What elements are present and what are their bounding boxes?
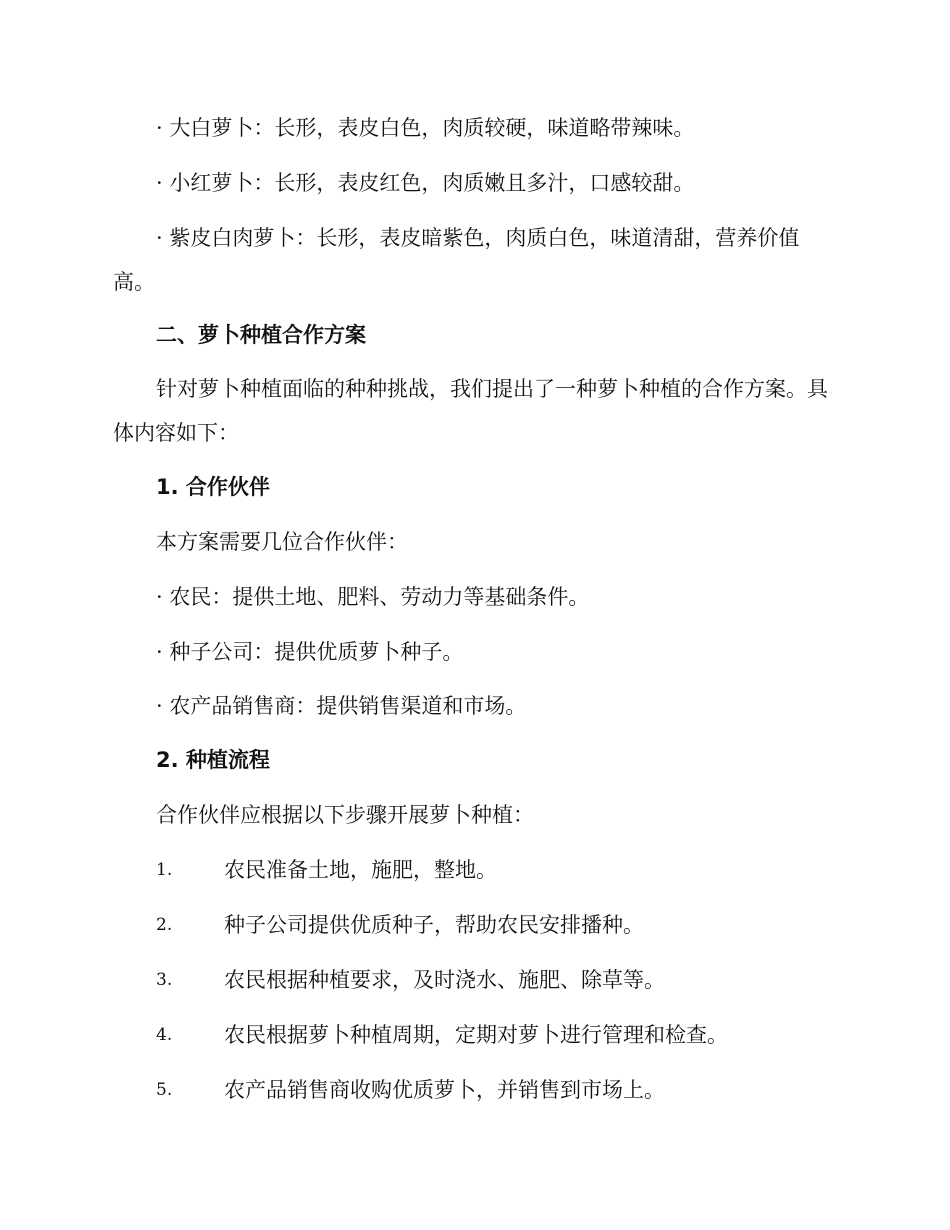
step-text: 农民根据种植要求，及时浇水、施肥、除草等。 xyxy=(224,968,665,992)
radish-type-white: · 大白萝卜：长形，表皮白色，肉质较硬，味道略带辣味。 xyxy=(156,116,695,140)
step-text: 农民根据萝卜种植周期，定期对萝卜进行管理和检查。 xyxy=(224,1023,728,1047)
subsection-heading-partners: 1. 合作伙伴 xyxy=(156,475,270,499)
partners-intro: 本方案需要几位合作伙伴： xyxy=(156,530,408,554)
step-number: 1. xyxy=(156,860,173,880)
step-number: 4. xyxy=(156,1025,173,1045)
partner-item-farmers: · 农民：提供土地、肥料、劳动力等基础条件。 xyxy=(156,585,590,609)
step-number: 2. xyxy=(156,915,173,935)
process-intro: 合作伙伴应根据以下步骤开展萝卜种植： xyxy=(156,803,534,827)
step-text: 种子公司提供优质种子，帮助农民安排播种。 xyxy=(224,913,644,937)
section-intro-paragraph: 针对萝卜种植面临的种种挑战，我们提出了一种萝卜种植的合作方案。具体内容如下： xyxy=(113,377,828,445)
radish-type-red: · 小红萝卜：长形，表皮红色，肉质嫩且多汁，口感较甜。 xyxy=(156,171,695,195)
section-heading-cooperation-plan: 二、萝卜种植合作方案 xyxy=(156,323,366,347)
partner-item-seed-company: · 种子公司：提供优质萝卜种子。 xyxy=(156,640,464,664)
step-text: 农产品销售商收购优质萝卜，并销售到市场上。 xyxy=(224,1078,665,1102)
step-number: 3. xyxy=(156,970,173,990)
partner-item-seller: · 农产品销售商：提供销售渠道和市场。 xyxy=(156,694,527,718)
step-number: 5. xyxy=(156,1080,173,1100)
radish-type-purple: · 紫皮白肉萝卜：长形，表皮暗紫色，肉质白色，味道清甜，营养价值高。 xyxy=(113,226,800,294)
step-text: 农民准备土地，施肥，整地。 xyxy=(224,858,497,882)
subsection-heading-process: 2. 种植流程 xyxy=(156,748,270,772)
